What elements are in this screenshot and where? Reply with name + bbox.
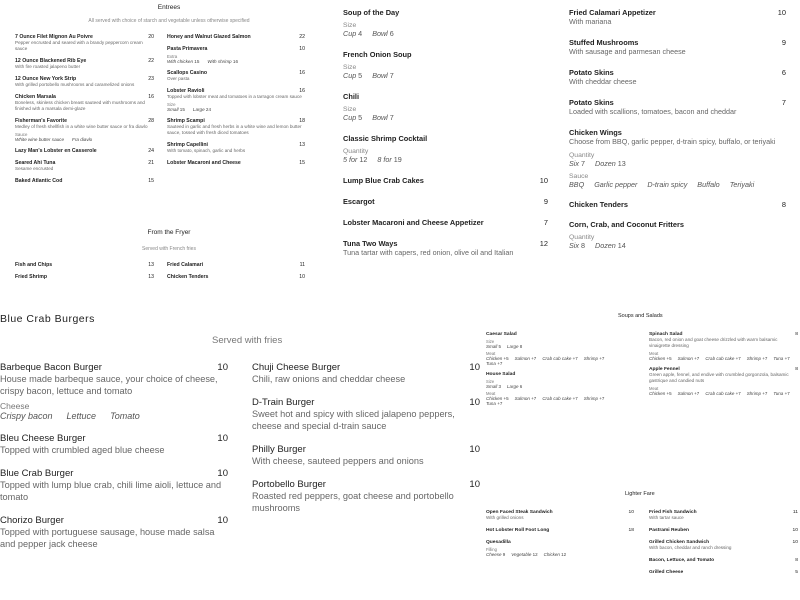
option: Salmon +7 bbox=[514, 356, 537, 361]
option-label: Meat bbox=[486, 351, 496, 356]
option-label: Meat bbox=[486, 391, 496, 396]
menu-item bbox=[167, 34, 305, 40]
item-name: Fish and Chips bbox=[15, 262, 53, 268]
burgers-note: Served with fries bbox=[212, 335, 283, 346]
item-price: 21 bbox=[148, 160, 154, 166]
item-name: Honey and Walnut Glazed Salmon bbox=[167, 34, 251, 40]
entrees-left-column bbox=[15, 34, 154, 190]
item-name: Corn, Crab, and Coconut Fritters bbox=[569, 220, 684, 229]
item-description: Boneless, skinless chicken breast sauteed with mushrooms and finished with a marsala demi-glaze bbox=[15, 100, 145, 111]
menu-item bbox=[167, 70, 305, 82]
menu-item bbox=[0, 362, 228, 421]
item-name: Lump Blue Crab Cakes bbox=[343, 176, 424, 185]
item-name: Chili bbox=[343, 92, 360, 101]
item-name: Seared Ahi Tuna bbox=[15, 160, 56, 166]
menu-item bbox=[343, 134, 548, 164]
item-name: Portobello Burger bbox=[252, 479, 326, 490]
menu-item bbox=[252, 362, 480, 385]
option: Chicken +5 bbox=[486, 396, 509, 401]
menu-item bbox=[252, 397, 480, 432]
option: Shrimp +7 bbox=[746, 391, 768, 396]
item-name: Escargot bbox=[343, 197, 375, 206]
fryer-title: From the Fryer bbox=[147, 229, 191, 236]
option: Dozen 14 bbox=[595, 241, 626, 250]
lighter-fare-right-column bbox=[649, 510, 798, 582]
item-name: Grilled Chicken Sandwich bbox=[649, 540, 710, 545]
option: Vegetable 12 bbox=[511, 552, 538, 557]
menu-item bbox=[569, 200, 786, 209]
burgers-left-column bbox=[0, 362, 228, 562]
menu-item bbox=[167, 262, 305, 268]
menu-item bbox=[343, 8, 548, 38]
item-name: French Onion Soup bbox=[343, 50, 412, 59]
item-price: 13 bbox=[148, 262, 154, 268]
option: Crab cab cake +7 bbox=[542, 356, 578, 361]
item-name: Chuji Cheese Burger bbox=[252, 362, 341, 373]
option: Tuna +7 bbox=[773, 391, 790, 396]
item-price: 10 bbox=[299, 274, 305, 280]
item-name: Fried Shrimp bbox=[15, 274, 47, 280]
lighter-fare-title: Lighter Fare bbox=[625, 491, 655, 497]
item-price: 16 bbox=[299, 88, 305, 94]
item-price: 24 bbox=[148, 148, 154, 154]
option: Chicken 12 bbox=[543, 552, 567, 557]
option: Six 7 bbox=[569, 159, 585, 168]
item-price: 10 bbox=[469, 479, 480, 490]
menu-item bbox=[167, 118, 305, 136]
menu-item bbox=[167, 142, 305, 154]
menu-item bbox=[649, 558, 798, 563]
option: Garlic pepper bbox=[594, 180, 638, 189]
item-price: 10 bbox=[217, 468, 228, 479]
option: Crab cab cake +7 bbox=[542, 396, 578, 401]
option-row bbox=[569, 241, 786, 250]
item-name: Chicken Tenders bbox=[569, 200, 629, 209]
option-row bbox=[569, 180, 786, 189]
menu-item bbox=[0, 515, 228, 550]
menu-item bbox=[649, 528, 798, 533]
option-row bbox=[167, 59, 305, 64]
item-description: Chili, raw onions and cheddar cheese bbox=[252, 374, 406, 384]
item-name: Philly Burger bbox=[252, 444, 306, 455]
option: 5 for 12 bbox=[343, 155, 368, 164]
item-description: With bacon, cheddar and ranch dressing bbox=[649, 545, 732, 550]
item-description: With cheese, sauteed peppers and onions bbox=[252, 456, 424, 466]
item-name: 7 Ounce Filet Mignon Au Poivre bbox=[15, 34, 93, 40]
item-name: 12 Ounce New York Strip bbox=[15, 76, 77, 82]
option: Chicken +5 bbox=[486, 356, 509, 361]
appetizers-right-column bbox=[569, 8, 786, 261]
item-name: Shrimp Scampi bbox=[167, 118, 205, 124]
option: Dozen 13 bbox=[595, 159, 626, 168]
item-price: 10 bbox=[217, 433, 228, 444]
item-name: Chorizo Burger bbox=[0, 515, 64, 526]
option: Tuna +7 bbox=[486, 361, 503, 366]
menu-item bbox=[15, 262, 154, 268]
item-price: 10 bbox=[469, 397, 480, 408]
salads-left-column bbox=[486, 332, 614, 412]
menu-item bbox=[569, 8, 786, 27]
menu-item bbox=[649, 540, 798, 551]
item-name: Spinach Salad bbox=[649, 332, 683, 337]
appetizers-left-column bbox=[343, 8, 548, 270]
option-label: Meat bbox=[649, 351, 659, 356]
menu-item bbox=[343, 197, 548, 206]
item-name: Apple Fennel bbox=[649, 367, 680, 372]
item-price: 8 bbox=[795, 332, 798, 337]
option: Shrimp +7 bbox=[583, 396, 605, 401]
item-description: With tomato, spinach, garlic and herbs bbox=[167, 148, 246, 153]
option-label: Extra bbox=[167, 54, 178, 59]
item-name: Chicken Tenders bbox=[167, 274, 209, 280]
item-price: 10 bbox=[777, 8, 786, 17]
option: Salmon +7 bbox=[677, 391, 700, 396]
option: Bowl 6 bbox=[372, 29, 394, 38]
menu-item bbox=[252, 479, 480, 514]
option-row bbox=[343, 29, 548, 38]
item-price: 18 bbox=[299, 118, 305, 124]
item-price: 22 bbox=[299, 34, 305, 40]
entrees-note: All served with choice of starch and vegetable unless otherwise specified bbox=[88, 18, 250, 24]
item-price: 20 bbox=[148, 34, 154, 40]
item-price: 28 bbox=[148, 118, 154, 124]
item-name: Caesar Salad bbox=[486, 332, 517, 337]
menu-item bbox=[569, 98, 786, 117]
option: D-train spicy bbox=[647, 180, 688, 189]
item-name: Barbeque Bacon Burger bbox=[0, 362, 102, 373]
menu-item bbox=[343, 218, 548, 227]
option: Cup 5 bbox=[343, 113, 363, 122]
item-name: Grilled Cheese bbox=[649, 570, 684, 575]
item-description: Choose from BBQ, garlic pepper, d-train spicy, buffalo, or teriyaki bbox=[569, 137, 776, 146]
menu-item bbox=[0, 468, 228, 503]
item-name: Bleu Cheese Burger bbox=[0, 433, 86, 444]
item-price: 16 bbox=[299, 70, 305, 76]
option: Large 6 bbox=[507, 384, 523, 389]
item-description: With grilled portobello mushrooms and caramelized onions bbox=[15, 82, 135, 87]
item-name: Hot Lobster Roll Foot Long bbox=[486, 528, 550, 533]
item-price: 10 bbox=[217, 515, 228, 526]
item-price: 7 bbox=[781, 98, 786, 107]
option-label: Quantity bbox=[343, 148, 369, 155]
option: Salmon +7 bbox=[677, 356, 700, 361]
menu-item bbox=[15, 76, 154, 88]
option-label: Quantity bbox=[569, 234, 595, 241]
fryer-left-column bbox=[15, 262, 154, 286]
item-description: Sweet hot and spicy with sliced jalapeno peppers, cheese and special d-train sauce bbox=[252, 409, 455, 431]
menu-item bbox=[0, 433, 228, 456]
item-description: Medley of fresh shellfish in a white wine butter sauce or fra diavlo bbox=[15, 124, 148, 129]
item-price: 5 bbox=[795, 570, 798, 575]
item-name: Classic Shrimp Cocktail bbox=[343, 134, 428, 143]
fryer-note: Served with French fries bbox=[142, 246, 196, 252]
menu-item bbox=[167, 88, 305, 112]
item-description: With mariana bbox=[569, 17, 612, 26]
option-label: Meat bbox=[649, 386, 659, 391]
menu-item bbox=[649, 332, 798, 361]
option-row bbox=[486, 396, 614, 406]
option: Bowl 7 bbox=[372, 113, 394, 122]
option: Teriyaki bbox=[729, 180, 755, 189]
option-row bbox=[15, 137, 154, 142]
menu-item bbox=[15, 34, 154, 52]
option-label: Sauce bbox=[569, 173, 589, 180]
option-row bbox=[343, 71, 548, 80]
appetizers-panel-left bbox=[336, 0, 556, 296]
item-description: Topped with lobster meat and tomatoes in a tarragon cream sauce bbox=[167, 94, 302, 99]
option: Fra diavlo bbox=[72, 137, 93, 142]
menu-item bbox=[15, 118, 154, 142]
option: Cheese 9 bbox=[486, 552, 506, 557]
item-name: Fried Calamari bbox=[167, 262, 204, 268]
option-label: Size bbox=[343, 22, 357, 29]
menu-item bbox=[649, 510, 798, 521]
item-description: House made barbeque sauce, your choice of cheese, crispy bacon, lettuce and tomato bbox=[0, 374, 218, 396]
item-price: 10 bbox=[792, 528, 798, 533]
item-name: Quesadilla bbox=[486, 540, 511, 545]
item-description: Pepper encrusted and seared with a brandy peppercorn cream sauce bbox=[15, 40, 143, 51]
item-price: 6 bbox=[781, 68, 786, 77]
option: Crab cab cake +7 bbox=[705, 356, 741, 361]
menu-item bbox=[343, 239, 548, 258]
item-price: 10 bbox=[469, 444, 480, 455]
item-description: With tartar sauce bbox=[649, 515, 684, 520]
menu-item bbox=[649, 570, 798, 575]
item-name: Pastrami Reuben bbox=[649, 528, 689, 533]
item-price: 8 bbox=[781, 200, 786, 209]
item-name: Fried Calamari Appetizer bbox=[569, 8, 656, 17]
item-name: Bacon, Lettuce, and Tomato bbox=[649, 558, 715, 563]
item-description: Topped with portuguese sausage, house made salsa and pepper jack cheese bbox=[0, 527, 215, 549]
option: Shrimp +7 bbox=[583, 356, 605, 361]
option: Six 8 bbox=[569, 241, 585, 250]
option-label: Filling bbox=[486, 547, 497, 552]
entrees-right-column bbox=[167, 34, 305, 172]
menu-item bbox=[569, 128, 786, 189]
menu-item bbox=[486, 510, 634, 521]
item-name: Open Faced Steak Sandwich bbox=[486, 510, 553, 515]
item-name: House Salad bbox=[486, 372, 516, 377]
item-price: 15 bbox=[148, 178, 154, 184]
option: Cup 5 bbox=[343, 71, 363, 80]
option: Chicken +5 bbox=[649, 356, 672, 361]
item-price: 23 bbox=[148, 76, 154, 82]
item-description: Bacon, red onion and goat cheese drizzled with warm balsamic vinaigrette dressing bbox=[649, 337, 778, 348]
item-price: 11 bbox=[299, 262, 305, 268]
item-price: 10 bbox=[469, 362, 480, 373]
item-description: Over pasta bbox=[167, 76, 190, 81]
item-price: 9 bbox=[781, 38, 786, 47]
item-price: 9 bbox=[543, 197, 548, 206]
item-price: 18 bbox=[628, 528, 634, 533]
item-description: Topped with crumbled aged blue cheese bbox=[0, 445, 165, 455]
option: Cup 4 bbox=[343, 29, 363, 38]
option: BBQ bbox=[569, 180, 585, 189]
option: Tuna +7 bbox=[486, 401, 503, 406]
burgers-panel bbox=[0, 296, 482, 600]
item-name: Blue Crab Burger bbox=[0, 468, 74, 479]
item-name: Potato Skins bbox=[569, 68, 614, 77]
entrees-title: Entrees bbox=[157, 4, 181, 11]
item-price: 16 bbox=[148, 94, 154, 100]
option-label: Size bbox=[343, 64, 357, 71]
item-price: 15 bbox=[299, 160, 305, 166]
option: Shrimp +7 bbox=[746, 356, 768, 361]
option: Crab cab cake +7 bbox=[705, 391, 741, 396]
item-price: 10 bbox=[217, 362, 228, 373]
option-row bbox=[649, 391, 798, 396]
soups-salads-title: Soups and Salads bbox=[618, 313, 663, 319]
lighter-fare-left-column bbox=[486, 510, 634, 564]
item-name: Lazy Man's Lobster en Casserole bbox=[15, 148, 97, 154]
option-label: Size bbox=[343, 106, 357, 113]
item-price: 10 bbox=[299, 46, 305, 52]
option-row bbox=[486, 384, 614, 389]
menu-item bbox=[167, 274, 305, 280]
option: With chicken 15 bbox=[167, 59, 200, 64]
option: Bowl 7 bbox=[372, 71, 394, 80]
option: Buffalo bbox=[697, 180, 720, 189]
option: Large 8 bbox=[507, 344, 523, 349]
option: Small 3 bbox=[486, 384, 502, 389]
item-name: Lobster Ravioli bbox=[167, 88, 205, 94]
menu-item bbox=[486, 372, 614, 406]
option: Small 15 bbox=[167, 107, 185, 112]
menu-item bbox=[343, 92, 548, 122]
option: Tuna +7 bbox=[773, 356, 790, 361]
menu-item bbox=[252, 444, 480, 467]
menu-item bbox=[343, 176, 548, 185]
option-label: Size bbox=[486, 379, 495, 384]
option: Lettuce bbox=[66, 411, 97, 421]
option-row bbox=[343, 113, 548, 122]
salads-right-column bbox=[649, 332, 798, 402]
entrees-panel bbox=[0, 0, 338, 296]
menu-item bbox=[343, 50, 548, 80]
item-name: Chicken Wings bbox=[569, 128, 622, 137]
item-description: With cheddar cheese bbox=[569, 77, 637, 86]
option-row bbox=[649, 356, 798, 361]
item-price: 13 bbox=[299, 142, 305, 148]
fryer-right-column bbox=[167, 262, 305, 286]
menu-item bbox=[15, 58, 154, 70]
option-row bbox=[167, 107, 305, 112]
menu-item bbox=[15, 160, 154, 172]
appetizers-panel-right bbox=[556, 0, 800, 296]
menu-item bbox=[486, 540, 634, 557]
option-row bbox=[486, 552, 634, 557]
item-name: D-Train Burger bbox=[252, 397, 315, 408]
item-price: 12 bbox=[539, 239, 548, 248]
item-description: With fire roasted jalapeno butter bbox=[15, 64, 81, 69]
option: Chicken +5 bbox=[649, 391, 672, 396]
menu-item bbox=[649, 367, 798, 396]
item-description: Tuna tartar with capers, red onion, olive oil and Italian bbox=[343, 248, 514, 257]
item-name: Soup of the Day bbox=[343, 8, 400, 17]
item-description: With grilled onions bbox=[486, 515, 524, 520]
option: Large 24 bbox=[192, 107, 212, 112]
option-label: Quantity bbox=[569, 152, 595, 159]
option-label: Sauce bbox=[15, 132, 28, 137]
item-price: 10 bbox=[792, 540, 798, 545]
option-label: Size bbox=[167, 102, 176, 107]
soups-salads-panel bbox=[482, 296, 800, 600]
menu-item bbox=[569, 38, 786, 57]
option: 8 for 19 bbox=[377, 155, 402, 164]
item-price: 13 bbox=[148, 274, 154, 280]
option: Tomato bbox=[110, 411, 140, 421]
item-name: Baked Atlantic Cod bbox=[15, 178, 63, 184]
item-price: 8 bbox=[795, 367, 798, 372]
burgers-title: Blue Crab Burgers bbox=[0, 313, 95, 325]
option-label: Cheese bbox=[0, 401, 30, 411]
menu-item bbox=[486, 528, 634, 533]
item-description: Green apple, fennel, and endive with crumbled gorgonzola, balsamic gastrique and candied nuts bbox=[649, 372, 789, 383]
menu-item bbox=[167, 160, 305, 166]
item-name: Lobster Macaroni and Cheese bbox=[167, 160, 241, 166]
option-row bbox=[343, 155, 548, 164]
item-name: Scallops Casino bbox=[167, 70, 208, 76]
item-name: Chicken Marsala bbox=[15, 94, 56, 100]
menu-item bbox=[15, 274, 154, 280]
item-name: Lobster Macaroni and Cheese Appetizer bbox=[343, 218, 484, 227]
item-price: 10 bbox=[628, 510, 634, 515]
item-description: Loaded with scallions, tomatoes, bacon and cheddar bbox=[569, 107, 737, 116]
item-name: Potato Skins bbox=[569, 98, 614, 107]
menu-item bbox=[15, 94, 154, 112]
option-row bbox=[486, 356, 614, 366]
option-label: Size bbox=[486, 339, 495, 344]
menu-item bbox=[486, 332, 614, 366]
item-price: 8 bbox=[795, 558, 798, 563]
menu-item bbox=[15, 148, 154, 154]
item-description: With sausage and parmesan cheese bbox=[569, 47, 686, 56]
item-price: 10 bbox=[539, 176, 548, 185]
item-description: Roasted red peppers, goat cheese and portobello mushrooms bbox=[252, 491, 454, 513]
item-name: Tuna Two Ways bbox=[343, 239, 398, 248]
option: Small 5 bbox=[486, 344, 502, 349]
item-description: Topped with lump blue crab, chili lime aioli, lettuce and tomato bbox=[0, 480, 222, 502]
item-price: 7 bbox=[543, 218, 548, 227]
option-row bbox=[569, 159, 786, 168]
menu-item bbox=[167, 46, 305, 64]
item-name: 12 Ounce Blackened Rib Eye bbox=[15, 58, 87, 64]
item-name: Fried Fish Sandwich bbox=[649, 510, 697, 515]
item-name: Stuffed Mushrooms bbox=[569, 38, 639, 47]
option: Salmon +7 bbox=[514, 396, 537, 401]
option-row bbox=[0, 411, 228, 421]
item-name: Pasta Primavera bbox=[167, 46, 208, 52]
item-name: Fisherman's Favorite bbox=[15, 118, 67, 124]
option-row bbox=[486, 344, 614, 349]
item-name: Shrimp Capellini bbox=[167, 142, 208, 148]
burgers-right-column bbox=[252, 362, 480, 526]
item-price: 22 bbox=[148, 58, 154, 64]
option: Crispy bacon bbox=[0, 411, 53, 421]
option: White wine butter sauce bbox=[15, 137, 65, 142]
menu-item bbox=[15, 178, 154, 184]
item-description: Sauteed in garlic and fresh herbs in a white wine and lemon butter sauce, tossed with fresh diced tomatoes bbox=[167, 124, 302, 135]
item-price: 11 bbox=[792, 510, 798, 515]
menu-item bbox=[569, 220, 786, 250]
option: With shrimp 16 bbox=[207, 59, 238, 64]
item-description: Sesame encrusted bbox=[15, 166, 54, 171]
menu-item bbox=[569, 68, 786, 87]
